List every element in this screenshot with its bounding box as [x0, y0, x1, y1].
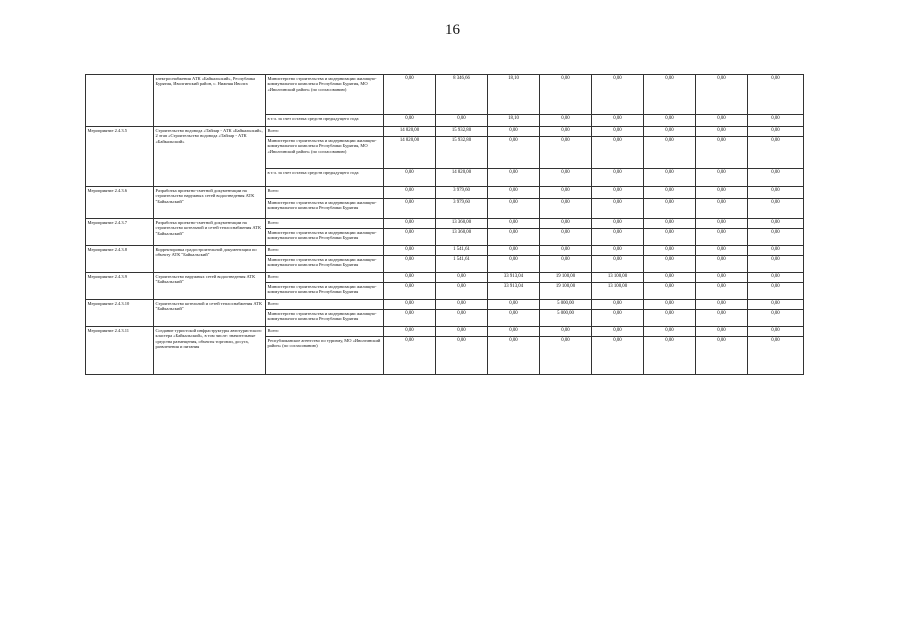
amount-cell: 0,00 [748, 327, 804, 337]
page-number: 16 [445, 22, 460, 38]
amount-cell: 0,00 [488, 187, 540, 199]
table-row [86, 246, 804, 256]
amount-cell: 0,00 [540, 169, 592, 187]
amount-cell: 0,00 [488, 337, 540, 375]
amount-cell: 0,00 [696, 127, 748, 137]
funding-source: в т.ч. за счет остатка средств предыдущего года [266, 115, 384, 127]
activity-name: Создание туристской инфраструктуры автотуристского кластера «Байкальский», в том числе: значительные средства размещения, объекты торговли, досуга, развлечения и питания [154, 327, 266, 375]
activity-name: Разработка проектно-сметной документации на строительство котельной и сетей теплоснабжения АТК "Байкальский" [154, 219, 266, 246]
amount-cell: 0,00 [488, 300, 540, 310]
amount-cell: 0,00 [696, 137, 748, 169]
funding-source: Всего [266, 246, 384, 256]
amount-cell: 0,00 [592, 127, 644, 137]
amount-cell: 0,00 [644, 300, 696, 310]
amount-cell: 0,00 [592, 337, 644, 375]
amount-cell: 0,00 [436, 115, 488, 127]
amount-cell: 0,00 [748, 219, 804, 229]
amount-cell: 0,00 [384, 256, 436, 273]
activity-name: Строительство наружных сетей водоотведения АТК "Байкальский" [154, 273, 266, 300]
amount-cell: 0,00 [592, 199, 644, 219]
funding-source: Всего [266, 300, 384, 310]
amount-cell: 0,00 [540, 219, 592, 229]
amount-cell: 13 360,00 [436, 229, 488, 246]
amount-cell: 0,00 [748, 169, 804, 187]
amount-cell: 0,00 [748, 256, 804, 273]
amount-cell: 0,00 [488, 199, 540, 219]
funding-source: Министерство строительства и модернизации жилищно-коммунального комплекса Республики Бурятия [266, 283, 384, 300]
amount-cell: 0,00 [488, 327, 540, 337]
activity-code: Мероприятие 2.4.3.8 [86, 246, 154, 273]
amount-cell: 0,00 [592, 219, 644, 229]
amount-cell: 0,00 [384, 300, 436, 310]
amount-cell: 0,00 [748, 137, 804, 169]
amount-cell: 0,00 [592, 75, 644, 115]
amount-cell: 5 000,00 [540, 300, 592, 310]
amount-cell: 0,00 [696, 229, 748, 246]
amount-cell: 19 100,00 [540, 273, 592, 283]
amount-cell: 0,00 [488, 137, 540, 169]
amount-cell: 33 913,04 [488, 273, 540, 283]
amount-cell: 0,00 [540, 187, 592, 199]
amount-cell: 1 541,61 [436, 246, 488, 256]
amount-cell: 0,00 [696, 75, 748, 115]
amount-cell: 0,00 [384, 75, 436, 115]
amount-cell: 0,00 [488, 169, 540, 187]
amount-cell: 18,10 [488, 115, 540, 127]
activity-code: Мероприятие 2.4.3.6 [86, 187, 154, 219]
amount-cell: 0,00 [436, 310, 488, 327]
amount-cell: 0,00 [748, 337, 804, 375]
amount-cell: 0,00 [644, 229, 696, 246]
activity-name: Строительство котельной и сетей теплоснабжения АТК "Байкальский" [154, 300, 266, 327]
amount-cell: 0,00 [384, 337, 436, 375]
amount-cell: 14 820,00 [436, 169, 488, 187]
amount-cell: 0,00 [644, 337, 696, 375]
amount-cell: 0,00 [436, 327, 488, 337]
amount-cell: 0,00 [696, 300, 748, 310]
amount-cell: 13 360,00 [436, 219, 488, 229]
amount-cell: 0,00 [644, 199, 696, 219]
amount-cell: 0,00 [540, 337, 592, 375]
amount-cell: 0,00 [644, 187, 696, 199]
activity-name: Строительство водовода «Тайлар - АТК «Байкальский», 2 этап «Строительство водовода «Тайлар - АТК «Байкальский» [154, 127, 266, 187]
amount-cell: 0,00 [488, 229, 540, 246]
amount-cell: 0,00 [488, 246, 540, 256]
amount-cell: 13 100,00 [592, 273, 644, 283]
amount-cell: 0,00 [748, 199, 804, 219]
activity-name: электроснабжения АТК «Байкальский», Республика Бурятия, Иволгинский район, с. Нижняя Иволга [154, 75, 266, 127]
amount-cell: 3 979,60 [436, 199, 488, 219]
amount-cell: 0,00 [696, 256, 748, 273]
amount-cell: 0,00 [436, 300, 488, 310]
amount-cell: 0,00 [592, 310, 644, 327]
amount-cell: 0,00 [748, 283, 804, 300]
amount-cell: 0,00 [748, 300, 804, 310]
amount-cell: 0,00 [748, 246, 804, 256]
amount-cell: 0,00 [748, 75, 804, 115]
funding-source: Всего [266, 273, 384, 283]
amount-cell: 0,00 [696, 337, 748, 375]
amount-cell: 13 100,00 [592, 283, 644, 300]
amount-cell: 0,00 [488, 256, 540, 273]
amount-cell: 0,00 [384, 246, 436, 256]
table-row [86, 219, 804, 229]
budget-table [85, 74, 804, 375]
amount-cell: 0,00 [748, 187, 804, 199]
amount-cell: 0,00 [644, 75, 696, 115]
amount-cell: 0,00 [644, 327, 696, 337]
funding-source: Министерство строительства и модернизации жилищно-коммунального комплекса Республики Бурятия, МО «Иволгинский район» (по согласованию) [266, 137, 384, 169]
amount-cell: 0,00 [384, 169, 436, 187]
amount-cell: 0,00 [592, 229, 644, 246]
funding-source: Всего [266, 127, 384, 137]
amount-cell: 0,00 [540, 246, 592, 256]
amount-cell: 0,00 [696, 187, 748, 199]
amount-cell: 0,00 [540, 75, 592, 115]
amount-cell: 0,00 [748, 273, 804, 283]
amount-cell: 0,00 [436, 273, 488, 283]
amount-cell: 0,00 [384, 327, 436, 337]
amount-cell: 0,00 [540, 229, 592, 246]
amount-cell: 0,00 [540, 127, 592, 137]
amount-cell: 0,00 [748, 229, 804, 246]
amount-cell: 0,00 [644, 115, 696, 127]
amount-cell: 3 979,60 [436, 187, 488, 199]
amount-cell: 0,00 [696, 327, 748, 337]
amount-cell: 0,00 [436, 283, 488, 300]
amount-cell: 0,00 [696, 310, 748, 327]
amount-cell: 0,00 [644, 169, 696, 187]
table-row [86, 273, 804, 283]
amount-cell: 15 932,80 [436, 127, 488, 137]
amount-cell: 0,00 [592, 115, 644, 127]
table-row [86, 300, 804, 310]
activity-code: Мероприятие 2.4.3.11 [86, 327, 154, 375]
activity-code: Мероприятие 2.4.3.7 [86, 219, 154, 246]
table-row [86, 75, 804, 115]
amount-cell: 5 000,00 [540, 310, 592, 327]
amount-cell: 0,00 [696, 273, 748, 283]
amount-cell: 0,00 [696, 283, 748, 300]
amount-cell: 0,00 [748, 127, 804, 137]
funding-source: Министерство строительства и модернизации жилищно-коммунального комплекса Республики Бурятия [266, 310, 384, 327]
amount-cell: 18,10 [488, 75, 540, 115]
amount-cell: 8 346,66 [436, 75, 488, 115]
amount-cell: 0,00 [384, 310, 436, 327]
amount-cell: 0,00 [644, 246, 696, 256]
table-row [86, 127, 804, 137]
amount-cell: 0,00 [592, 300, 644, 310]
funding-source: в т.ч. за счет остатка средств предыдущего года [266, 169, 384, 187]
amount-cell: 14 820,00 [384, 127, 436, 137]
amount-cell: 0,00 [592, 137, 644, 169]
amount-cell: 19 100,00 [540, 283, 592, 300]
amount-cell: 0,00 [488, 219, 540, 229]
amount-cell: 0,00 [696, 199, 748, 219]
amount-cell: 0,00 [488, 127, 540, 137]
activity-code: Мероприятие 2.4.3.5 [86, 127, 154, 187]
funding-source: Министерство строительства и модернизации жилищно-коммунального комплекса Республики Бурятия [266, 229, 384, 246]
table-row [86, 187, 804, 199]
funding-source: Всего [266, 327, 384, 337]
activity-name: Разработка проектно-сметной документации на строительство наружных сетей водоотведения АТК "Байкальский" [154, 187, 266, 219]
amount-cell: 0,00 [592, 256, 644, 273]
funding-source: Министерство строительства и модернизации жилищно-коммунального комплекса Республики Бурятия [266, 256, 384, 273]
amount-cell: 14 820,00 [384, 137, 436, 169]
activity-code: Мероприятие 2.4.3.10 [86, 300, 154, 327]
amount-cell: 0,00 [384, 219, 436, 229]
amount-cell: 0,00 [644, 310, 696, 327]
funding-source: Всего [266, 187, 384, 199]
amount-cell: 0,00 [748, 115, 804, 127]
amount-cell: 0,00 [748, 310, 804, 327]
amount-cell: 0,00 [540, 199, 592, 219]
amount-cell: 0,00 [488, 310, 540, 327]
amount-cell: 0,00 [644, 256, 696, 273]
amount-cell: 0,00 [644, 283, 696, 300]
amount-cell: 0,00 [540, 256, 592, 273]
amount-cell: 0,00 [384, 273, 436, 283]
amount-cell: 0,00 [592, 169, 644, 187]
amount-cell: 0,00 [696, 115, 748, 127]
amount-cell: 0,00 [540, 327, 592, 337]
amount-cell: 0,00 [644, 273, 696, 283]
amount-cell: 0,00 [644, 219, 696, 229]
amount-cell: 0,00 [384, 283, 436, 300]
funding-source: Министерство строительства и модернизации жилищно-коммунального комплекса Республики Бурятия, МО «Иволгинский район» (по согласованию) [266, 75, 384, 115]
amount-cell: 0,00 [696, 246, 748, 256]
amount-cell: 1 541,61 [436, 256, 488, 273]
amount-cell: 0,00 [696, 219, 748, 229]
activity-code: Мероприятие 2.4.3.9 [86, 273, 154, 300]
amount-cell: 0,00 [644, 137, 696, 169]
table-row [86, 327, 804, 337]
activity-code [86, 75, 154, 127]
amount-cell: 0,00 [540, 115, 592, 127]
amount-cell: 0,00 [592, 327, 644, 337]
amount-cell: 0,00 [644, 127, 696, 137]
amount-cell: 0,00 [540, 137, 592, 169]
amount-cell: 33 913,04 [488, 283, 540, 300]
funding-source: Республиканское агентство по туризму, МО «Иволгинский район» (по согласованию) [266, 337, 384, 375]
amount-cell: 0,00 [384, 115, 436, 127]
funding-source: Всего [266, 219, 384, 229]
amount-cell: 0,00 [696, 169, 748, 187]
amount-cell: 0,00 [384, 229, 436, 246]
amount-cell: 0,00 [436, 337, 488, 375]
activity-name: Корректировка градостроительной документации по объекту АТК "Байкальский" [154, 246, 266, 273]
funding-source: Министерство строительства и модернизации жилищно-коммунального комплекса Республики Бурятия [266, 199, 384, 219]
amount-cell: 0,00 [592, 187, 644, 199]
amount-cell: 15 932,80 [436, 137, 488, 169]
amount-cell: 0,00 [384, 199, 436, 219]
amount-cell: 0,00 [384, 187, 436, 199]
amount-cell: 0,00 [592, 246, 644, 256]
